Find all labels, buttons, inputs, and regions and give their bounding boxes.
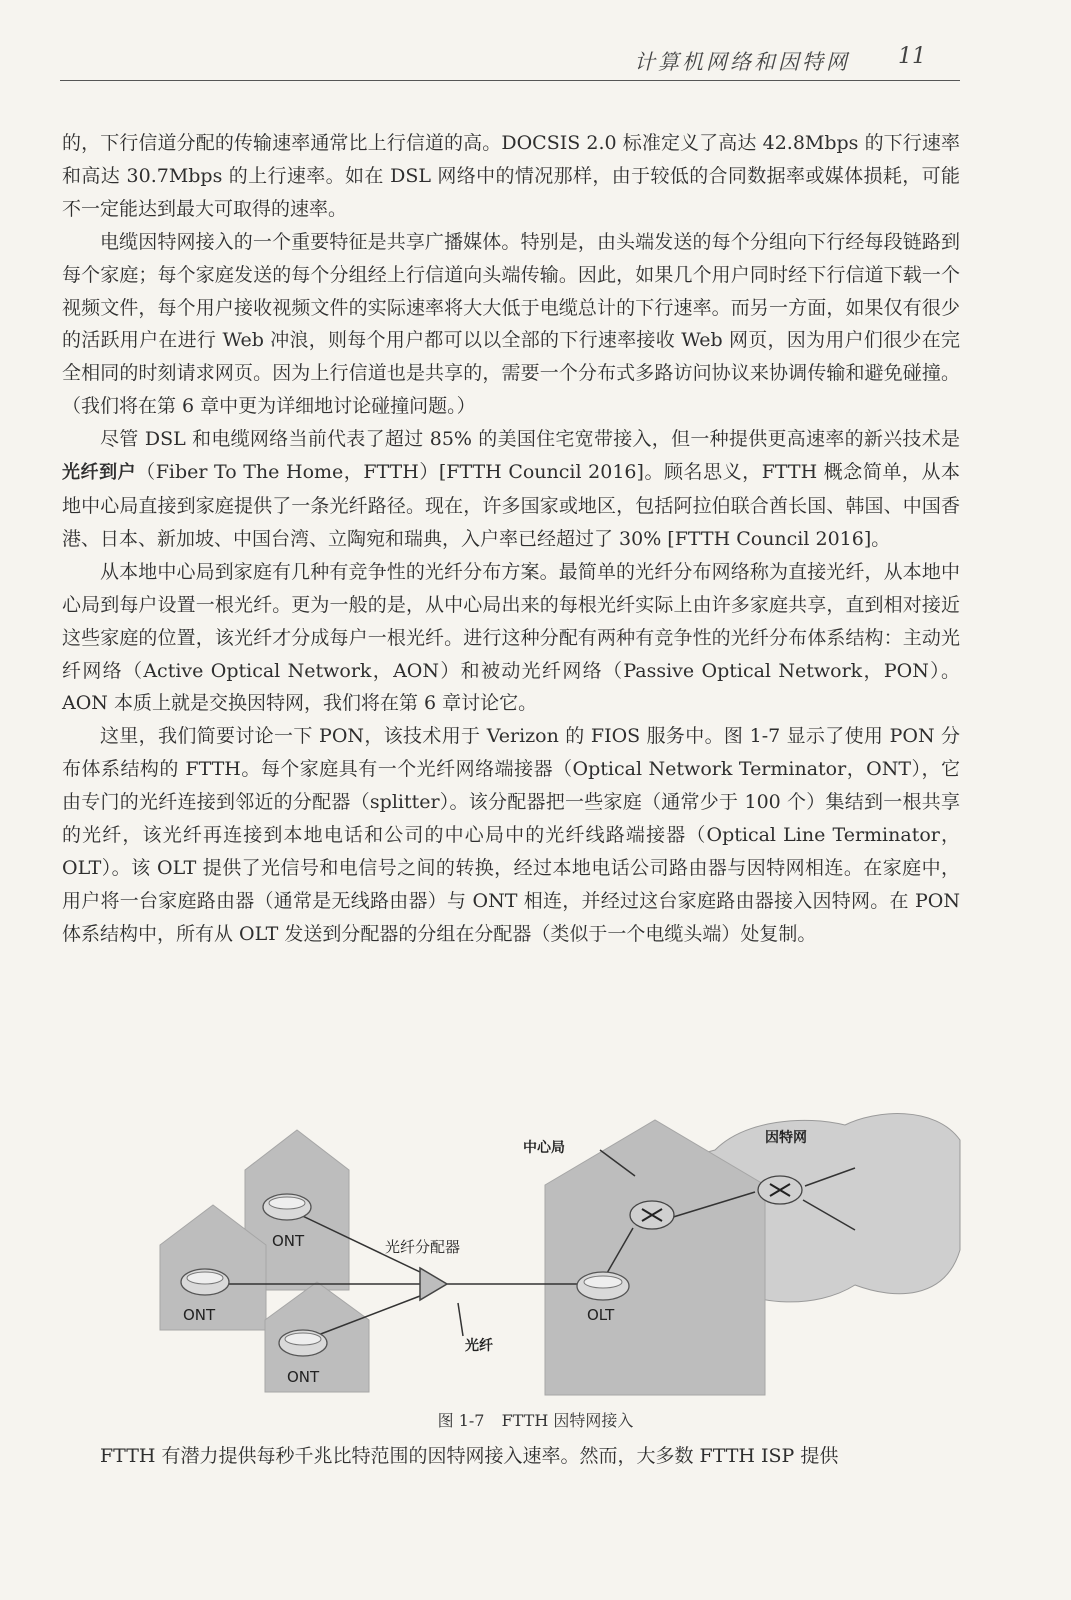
figure-number: 图 1-7	[437, 1411, 485, 1430]
label-ont-3: ONT	[287, 1368, 320, 1386]
olt-device	[577, 1272, 629, 1300]
ont-device-1	[263, 1194, 311, 1220]
paragraph-6: FTTH 有潜力提供每秒千兆比特范围的因特网接入速率。然而，大多数 FTTH ISP 提供	[100, 1445, 839, 1467]
paragraph-3	[62, 423, 960, 556]
central-office-router	[630, 1201, 674, 1229]
label-fiber: 光纤	[465, 1338, 493, 1354]
paragraph-3-text-a: 尽管 DSL 和电缆网络当前代表了超过 85% 的美国住宅宽带接入，但一种提供更高速率的新兴技术是	[100, 428, 960, 451]
label-ont-2: ONT	[183, 1306, 216, 1324]
page-number: 11	[898, 44, 926, 69]
ftth-diagram	[155, 1110, 985, 1410]
header-title: 计算机网络和因特网	[634, 50, 850, 74]
label-internet: 因特网	[765, 1130, 807, 1146]
internet-router	[758, 1176, 802, 1204]
label-ont-1: ONT	[272, 1232, 305, 1250]
ont-device-2	[181, 1269, 229, 1295]
figure-title: FTTH 因特网接入	[501, 1411, 634, 1430]
figure-caption	[0, 1408, 1071, 1431]
continuing-text	[62, 1440, 960, 1473]
ont-device-3	[279, 1330, 327, 1356]
ftth-diagram-svg	[155, 1110, 985, 1410]
paragraph-5: 这里，我们简要讨论一下 PON，该技术用于 Verizon 的 FIOS 服务中。图 1-7 显示了使用 PON 分布体系结构的 FTTH。每个家庭具有一个光纤网络端接器（Optical Network Terminator，ONT），它由专门的光纤连接到邻近的分配器（splitter）。该分配器把一些家庭（通常少于 100 个）集结到一根共享的光纤，该光纤再连接到本地电话和公司的中心局中的光纤线路端接器（Optical Line Terminator，OLT）。该 OLT 提供了光信号和电信号之间的转换，经过本地电话公司路由器与因特网相连。在家庭中，用户将一台家庭路由器（通常是无线路由器）与 ONT 相连，并经过这台家庭路由器接入因特网。在 PON 体系结构中，所有从 OLT 发送到分配器的分组在分配器（类似于一个电缆头端）处复制。	[62, 725, 960, 945]
paragraph-3-text-b: （Fiber To The Home，FTTH）[FTTH Council 2016]。顾名思义，FTTH 概念简单，从本地中心局直接到家庭提供了一条光纤路径。现在，许多国家或地区，包括阿拉伯联合酋长国、韩国、中国香港、日本、新加坡、中国台湾、立陶宛和瑞典，入户率已经超过了 30% [FTTH Council 2016]。	[62, 461, 960, 550]
paragraph-4: 从本地中心局到家庭有几种有竞争性的光纤分布方案。最简单的光纤分布网络称为直接光纤，从本地中心局到每户设置一根光纤。更为一般的是，从中心局出来的每根光纤实际上由许多家庭共享，直到相对接近这些家庭的位置，该光纤才分成每户一根光纤。进行这种分配有两种有竞争性的光纤分布体系结构：主动光纤网络（Active Optical Network，AON）和被动光纤网络（Passive Optical Network，PON）。AON 本质上就是交换因特网，我们将在第 6 章讨论它。	[62, 560, 960, 715]
body-text	[62, 127, 960, 951]
paragraph-2: 电缆因特网接入的一个重要特征是共享广播媒体。特别是，由头端发送的每个分组向下行经每段链路到每个家庭；每个家庭发送的每个分组经上行信道向头端传输。因此，如果几个用户同时经下行信道下载一个视频文件，每个用户接收视频文件的实际速率将大大低于电缆总计的下行速率。而另一方面，如果仅有很少的活跃用户在进行 Web 冲浪，则每个用户都可以以全部的下行速率接收 Web 网页，因为用户们很少在完全相同的时刻请求网页。因为上行信道也是共享的，需要一个分布式多路访问协议来协调传输和避免碰撞。（我们将在第 6 章中更为详细地讨论碰撞问题。）	[62, 230, 960, 418]
paragraph-1: 的，下行信道分配的传输速率通常比上行信道的高。DOCSIS 2.0 标准定义了高达 42.8Mbps 的下行速率和高达 30.7Mbps 的上行速率。如在 DSL 网络中的情况那样，由于较低的合同数据率或媒体损耗，可能不一定能达到最大可取得的速率。	[62, 132, 960, 220]
label-central-office: 中心局	[523, 1140, 565, 1156]
label-olt: OLT	[587, 1306, 615, 1324]
label-splitter: 光纤分配器	[385, 1238, 461, 1256]
running-header	[60, 40, 960, 81]
term-ftth: 光纤到户	[62, 462, 137, 484]
optical-splitter	[420, 1268, 447, 1300]
